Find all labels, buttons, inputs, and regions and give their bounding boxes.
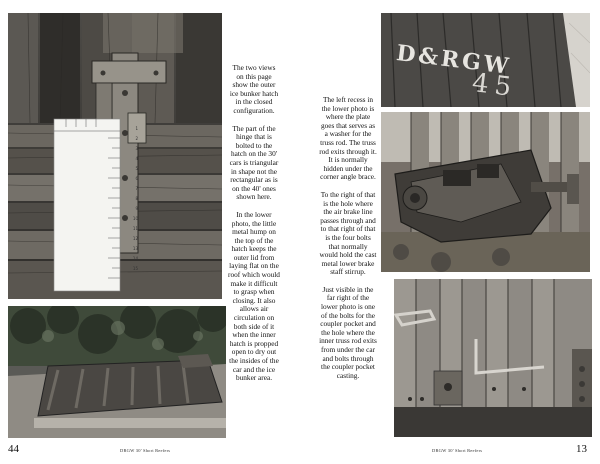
ruler-mark: 3 [135, 146, 138, 151]
left-page-text-column [228, 64, 280, 392]
hinge-closeup-photo [8, 13, 222, 299]
car-reporting-mark: D&RGW [394, 40, 513, 80]
right-running-footer: DRGW 30' Short Reefers [432, 448, 483, 453]
right-paragraph: The left recess in the lower photo is where the plate goes that serves as a washer for the truss rod. The truss rod exits through it. It is normally hidden under the corner angle brace. [319, 95, 377, 182]
left-paragraph: In the lower photo, the little metal hump on the top of the hatch keeps the outer lid from laying flat on the roof which would make it difficult to grasp when closing. It also allows air circulation on both side of it when the inner hatch is propped open to dry out the insides of the car and the ice bunker area. [228, 209, 280, 383]
ruler-mark: 12 [132, 236, 138, 241]
ruler-mark: 14 [132, 256, 138, 261]
ruler-mark: 9 [135, 206, 138, 211]
right-page-number: 13 [576, 443, 587, 455]
scale-ruler [126, 124, 138, 274]
right-paragraph: Just visible in the far right of the lower photo is one of the bolts for the coupler pocket and the hole where the inner truss rod exits from under the car and bolts through the coupler pocket casting. [319, 284, 377, 380]
ruler-mark: 11 [132, 226, 138, 231]
ruler-mark: 6 [135, 176, 138, 181]
ruler-mark: 13 [132, 246, 138, 251]
ruler-mark: 1 [135, 126, 138, 131]
ruler-mark: 4 [135, 156, 138, 161]
right-page-text-column [319, 96, 377, 389]
ruler-mark: 7 [135, 186, 138, 191]
ruler-mark: 10 [132, 216, 138, 221]
ruler-mark: 5 [135, 166, 138, 171]
right-paragraph: To the right of that is the hole where the air brake line passes through and to that right of that is the four bolts that normally would hold the cast metal lower brake staff stirrup. [319, 189, 377, 277]
ruler-mark: 15 [132, 266, 138, 271]
car-number: 45 [470, 68, 519, 104]
left-page-number: 44 [8, 443, 19, 455]
left-running-footer: DRGW 30' Short Reefers [120, 448, 171, 453]
left-paragraph: The part of the hinge that is bolted to the hatch on the 30' cars is triangular in shape not the rectangular as is on the 40' ones shown here. [229, 123, 279, 202]
corner-casting-photo [381, 112, 590, 272]
left-paragraph: The two views on this page show the outer ice bunker hatch in the closed configuration. [229, 63, 279, 115]
ruler-mark: 8 [135, 196, 138, 201]
ruler-mark: 2 [135, 136, 138, 141]
ice-hatch-photo [8, 306, 226, 438]
coupler-pocket-photo [394, 279, 592, 437]
